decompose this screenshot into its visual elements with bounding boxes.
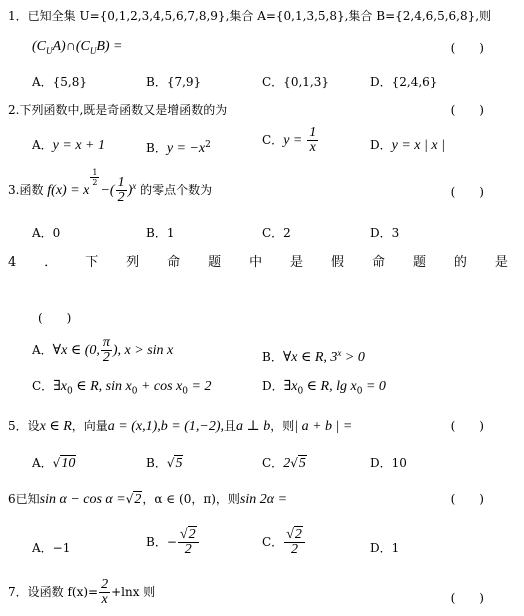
q3-option-c: C．2 — [262, 226, 291, 240]
q6-option-b: B．− $\frac{√2}{2}$ — [146, 528, 200, 557]
q1-option-a: A．{5,8} — [32, 75, 88, 89]
q2-option-c: C．y = $\frac{1}{x}$ — [262, 125, 317, 155]
q3-exponent-fraction: $\frac{1}{2}$ — [92, 168, 98, 187]
q4-option-a-fraction: $\frac{\pi}{2}$ — [102, 335, 110, 365]
q4-option-d: D．$\exists x_0$ ∈ R, $\lg x_0 = 0$ — [262, 379, 386, 397]
q4-option-b: B．∀x ∈ R, $3^x > 0$ — [262, 348, 365, 365]
q6-option-c-fraction: $\frac{√2}{2}$ — [284, 528, 305, 557]
q2-option-a: A．y = x + 1 — [32, 138, 105, 153]
q5-option-a: A．√10 — [32, 456, 76, 471]
q6-option-b-fraction: $\frac{√2}{2}$ — [178, 528, 199, 557]
q6-answer-paren: ( ) — [450, 492, 484, 506]
q2-answer-paren: ( ) — [450, 103, 484, 117]
q2-option-d: D．y = x | x | — [370, 138, 445, 153]
q4-answer-paren: ( ) — [38, 311, 72, 325]
q4-option-c: C．$\exists x_0$ ∈ R, $\sin x_0 + \cos x_0 = 2$ — [32, 379, 212, 397]
q1-option-b: B．{7,9} — [146, 75, 202, 89]
q2-option-b: B．$y = -x^2$ — [146, 140, 211, 156]
q5-option-d: D．10 — [370, 456, 407, 470]
q3-stem: 3.函数 f(x) = x $\frac{1}{2}$ −( $\frac{1}{2}$ )$^x$ 的零点个数为 — [8, 168, 213, 205]
q7-answer-paren: ( ) — [450, 591, 484, 605]
q4-option-a: A．∀x ∈ (0, $\frac{\pi}{2}$ ), x > sin x — [32, 335, 174, 365]
q1-stem: 1．已知全集 U={0,1,2,3,4,5,6,7,8,9},集合 A={0,1,3,5,8},集合 B={2,4,6,5,6,8},则 — [8, 9, 492, 23]
q6-option-c: C． $\frac{√2}{2}$ — [262, 528, 306, 557]
q5-option-b: B．√5 — [146, 456, 183, 471]
q2-option-c-fraction: $\frac{1}{x}$ — [309, 125, 317, 155]
q7-stem: 7．设函数 f(x)= $\frac{2}{x}$ +lnx 则 — [8, 577, 156, 607]
q1-expression: $(C_UA)\cap(C_UB)$ = — [32, 39, 123, 56]
q1-option-c: C．{0,1,3} — [262, 75, 329, 89]
q5-answer-paren: ( ) — [450, 419, 484, 433]
q5-option-c: C．2√5 — [262, 456, 306, 471]
q3-option-b: B．1 — [146, 226, 175, 240]
q1-option-d: D．{2,4,6} — [370, 75, 438, 89]
q6-stem: 6已知sin α − cos α =√2，α ∈ (0，π)，则sin 2α = — [8, 492, 288, 507]
q3-answer-paren: ( ) — [450, 185, 484, 199]
q1-answer-paren: ( ) — [450, 41, 484, 55]
q5-stem: 5．设x ∈ R，向量a = (x,1),b = (1,−2),且a ⊥ b，则| a + b | = — [8, 419, 353, 434]
q2-stem: 2.下列函数中,既是奇函数又是增函数的为 — [8, 103, 228, 117]
q6-option-d: D．1 — [370, 541, 400, 555]
q3-option-d: D．3 — [370, 226, 400, 240]
q6-option-a: A．−1 — [32, 541, 71, 555]
q3-base-fraction: $\frac{1}{2}$ — [117, 175, 125, 205]
q4-stem: 4 ． 下 列 命 题 中 是 假 命 题 的 是 — [8, 255, 508, 270]
q7-fraction: $\frac{2}{x}$ — [101, 577, 109, 607]
q3-option-a: A．0 — [32, 226, 61, 240]
